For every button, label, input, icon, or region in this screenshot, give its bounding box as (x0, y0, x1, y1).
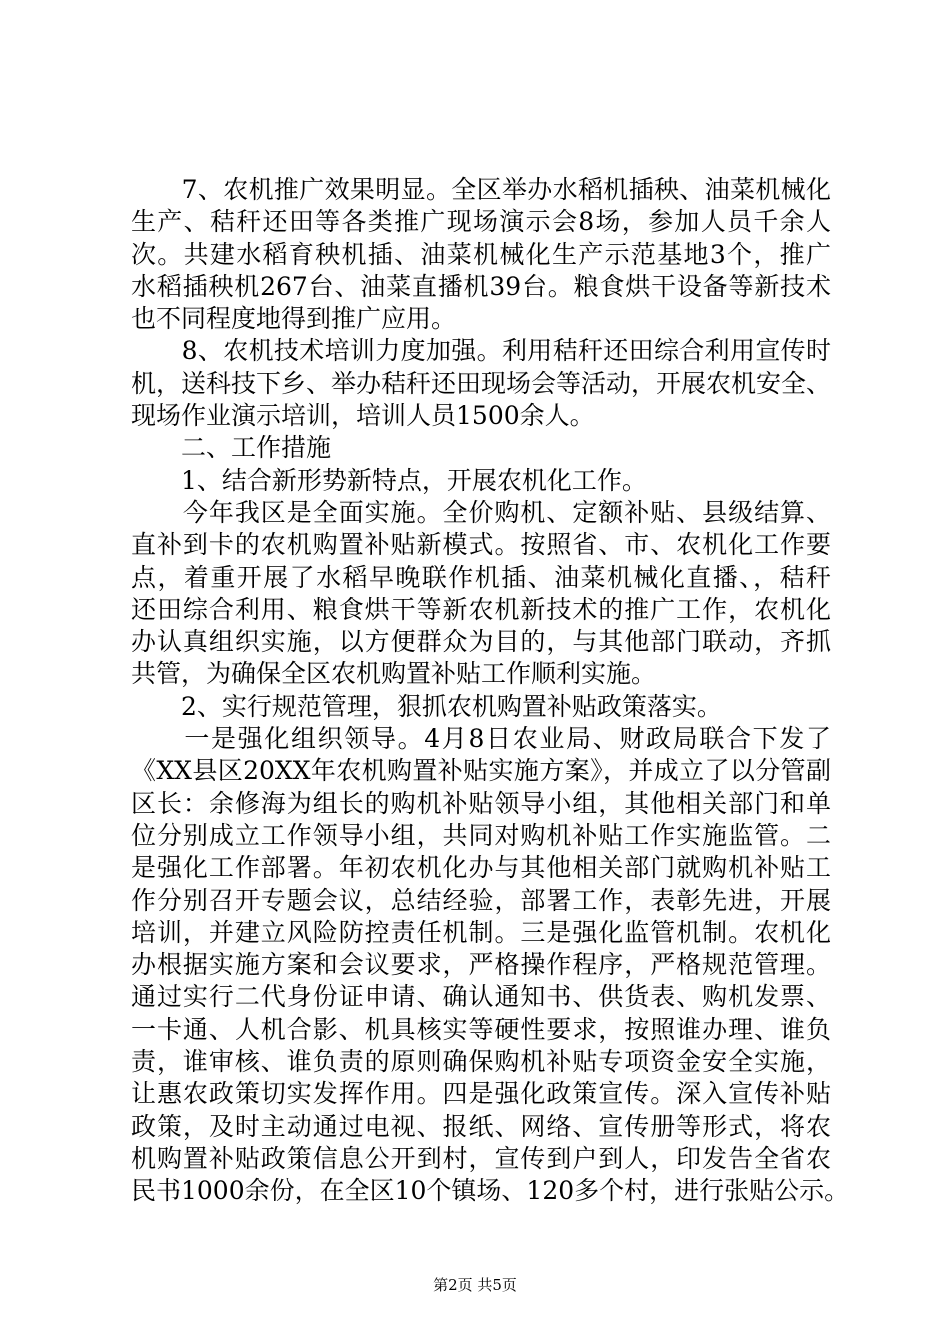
text-line: 一是强化组织领导。4月8日农业局、财政局联合下发了 (131, 724, 831, 754)
text-line: 水稻插秧机267台、油菜直播机39台。粮食烘干设备等新技术 (131, 271, 831, 301)
text-line: 直补到卡的农机购置补贴新模式。按照省、市、农机化工作要 (131, 530, 831, 560)
text-line: 共管，为确保全区农机购置补贴工作顺利实施。 (131, 659, 657, 689)
text-line: 机购置补贴政策信息公开到村，宣传到户到人，印发告全省农 (131, 1143, 831, 1173)
text-line: 位分别成立工作领导小组，共同对购机补贴工作实施监管。二 (131, 820, 831, 850)
text-line: 7、农机推广效果明显。全区举办水稻机插秧、油菜机械化 (131, 175, 831, 204)
text-line: 机，送科技下乡、举办秸秆还田现场会等活动，开展农机安全、 (131, 368, 832, 398)
text-line: 民书1000余份，在全区10个镇场、120多个村，进行张贴公示。 (131, 1176, 850, 1206)
text-line: 生产、秸秆还田等各类推广现场演示会8场，参加人员千余人 (131, 207, 831, 237)
page-footer: 第2页 共5页 (433, 1276, 517, 1294)
text-line: 《XX县区20XX年农机购置补贴实施方案》，并成立了以分管副 (131, 756, 831, 786)
body-text (131, 174, 850, 1208)
text-line: 次。共建水稻育秧机插、油菜机械化生产示范基地3个，推广 (131, 239, 831, 269)
text-line: 作分别召开专题会议，总结经验，部署工作，表彰先进，开展 (131, 885, 831, 915)
text-line: 点，着重开展了水稻早晚联作机插、油菜机械化直播、，秸秆 (131, 562, 831, 592)
text-line: 让惠农政策切实发挥作用。四是强化政策宣传。深入宣传补贴 (131, 1079, 831, 1109)
text-line: 通过实行二代身份证申请、确认通知书、供货表、购机发票、 (131, 982, 831, 1012)
text-line: 是强化工作部署。年初农机化办与其他相关部门就购机补贴工 (131, 853, 831, 883)
text-line: 今年我区是全面实施。全价购机、定额补贴、县级结算、 (131, 497, 831, 527)
text-line: 也不同程度地得到推广应用。 (131, 304, 457, 334)
section-heading: 二、工作措施 (131, 433, 332, 463)
subsection-heading: 2、实行规范管理，狠抓农机购置补贴政策落实。 (131, 691, 722, 721)
text-line: 责，谁审核、谁负责的原则确保购机补贴专项资金安全实施， (131, 1047, 831, 1077)
text-line: 还田综合利用、粮食烘干等新农机新技术的推广工作，农机化 (131, 594, 831, 624)
subsection-heading: 1、结合新形势新特点，开展农机化工作。 (131, 465, 647, 495)
text-line: 办认真组织实施，以方便群众为目的，与其他部门联动，齐抓 (131, 627, 831, 657)
text-line: 培训，并建立风险防控责任机制。三是强化监管机制。农机化 (131, 917, 831, 947)
text-line: 区长：余修海为组长的购机补贴领导小组，其他相关部门和单 (131, 788, 831, 818)
text-line: 现场作业演示培训，培训人员1500余人。 (131, 401, 595, 431)
text-line: 办根据实施方案和会议要求，严格操作程序，严格规范管理。 (131, 950, 831, 980)
text-line: 政策，及时主动通过电视、报纸、网络、宣传册等形式，将农 (131, 1111, 831, 1141)
text-line: 一卡通、人机合影、机具核实等硬性要求，按照谁办理、谁负 (131, 1014, 831, 1044)
text-line: 8、农机技术培训力度加强。利用秸秆还田综合利用宣传时 (131, 336, 831, 366)
